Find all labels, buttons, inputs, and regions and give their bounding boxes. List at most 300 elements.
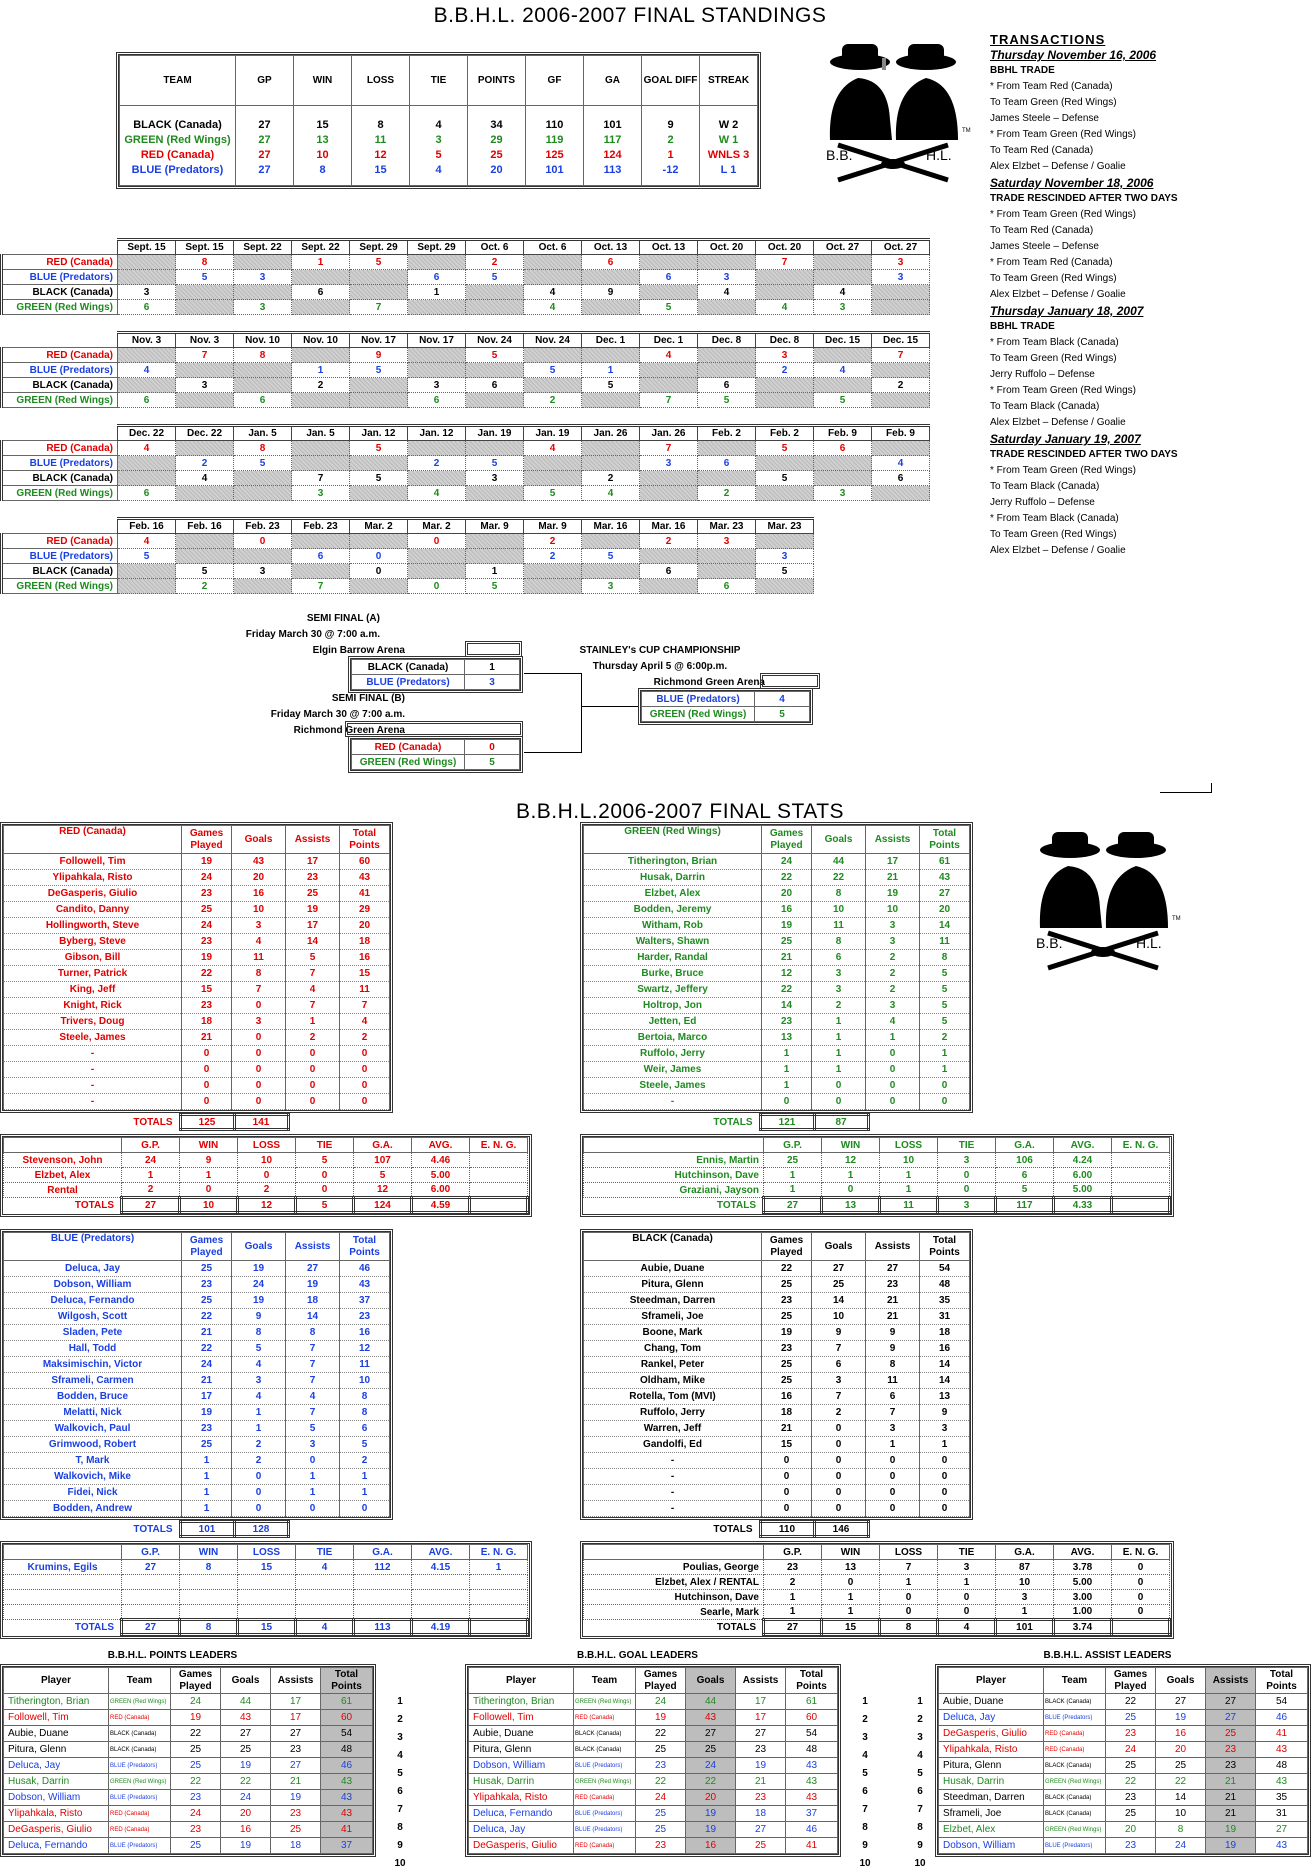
goalie-total: 12 [238,1198,296,1213]
player-stat: Steele, James [4,1030,182,1046]
goalie-stat [412,1605,470,1620]
match-score: 5 [465,755,520,770]
player-stat: 7 [812,1389,866,1405]
goalie-stat [122,1575,180,1590]
schedule-block [0,238,930,315]
team-header: BLUE (Predators) [4,1233,182,1261]
stats-header: Games Played [762,826,812,854]
player-stat: - [584,1485,762,1501]
totals-assists: 141 [234,1115,288,1130]
schedule-score: 5 [234,456,292,471]
player-stat: 4 [866,1014,920,1030]
leader-stat: 43 [686,1710,736,1726]
schedule-date: Feb. 2 [698,426,756,441]
leader-stat: 25 [171,1838,221,1854]
player-stat: 27 [920,886,970,902]
stats-header: Assists [866,826,920,854]
standings-cell: GREEN (Red Wings) [120,133,236,148]
spacer-cell [468,106,526,118]
goalie-stat: 2 [122,1183,180,1198]
player-stat: 43 [920,870,970,886]
leader-stat: 23 [636,1758,686,1774]
schedule-score [176,285,234,300]
schedule-score [408,300,466,315]
player-stat: Chang, Tom [584,1341,762,1357]
player-row [584,1309,970,1325]
schedule-date: Dec. 8 [756,333,814,348]
schedule-date: Mar. 9 [466,519,524,534]
player-stat: 8 [920,950,970,966]
goalie-stat: 23 [764,1560,822,1575]
schedule-team-row [2,549,814,564]
schedule-date: Nov. 17 [350,333,408,348]
schedule-score [698,363,756,378]
match-row [352,740,520,755]
player-stat: Grimwood, Robert [4,1437,182,1453]
player-stat: 5 [286,1421,340,1437]
player-row [4,886,390,902]
leader-stat: 19 [1206,1822,1256,1838]
goalie-stat: 4 [296,1560,354,1575]
match-score: 4 [755,692,810,707]
leaders-header: Player [469,1668,574,1694]
player-row [584,950,970,966]
standings-cell: 12 [352,148,410,163]
player-stat: - [4,1094,182,1110]
transaction-line: * From Team Green (Red Wings) [990,129,1136,140]
player-stat: 0 [920,1501,970,1517]
leader-row [4,1742,373,1758]
schedule-team-row [2,255,930,270]
spacer-cell [700,106,758,118]
totals-label: TOTALS [133,1523,173,1535]
goalie-stat: 25 [764,1153,822,1168]
schedule-score: 4 [814,363,872,378]
goalie-header: G.A. [996,1138,1054,1153]
player-stat: 25 [182,1261,232,1277]
schedule-team-row [2,363,930,378]
leader-rank: 3 [862,1732,868,1743]
schedule-date: Jan. 26 [640,426,698,441]
standings-cell: WNLS 3 [700,148,758,163]
player-stat: 1 [340,1469,390,1485]
leaders-header: Assists [271,1668,321,1694]
player-stat: 14 [920,1373,970,1389]
standings-header: GOAL DIFF [642,56,700,106]
player-row [4,1293,390,1309]
leader-player: Followell, Tim [4,1710,109,1726]
leader-rank: 7 [917,1804,923,1815]
goalie-stat: 9 [180,1153,238,1168]
goalie-header: WIN [822,1545,880,1560]
player-stat: 22 [182,1341,232,1357]
leader-stat: 17 [736,1694,786,1710]
player-stat: 2 [286,1030,340,1046]
goalie-header-row [4,1545,528,1560]
transaction-line: * From Team Green (Red Wings) [990,385,1136,396]
stats-header-row [4,1233,390,1261]
leader-stat: 24 [171,1806,221,1822]
player-stat: Burke, Bruce [584,966,762,982]
schedule-date: Dec. 22 [176,426,234,441]
leader-stat: 24 [636,1694,686,1710]
player-stat: 2 [812,1405,866,1421]
goalie-stat: Poulias, George [584,1560,764,1575]
player-row [4,854,390,870]
leader-rank: 10 [859,1858,871,1869]
player-stat: 0 [232,1501,286,1517]
standings-cell: 4 [410,163,468,178]
leader-stat: 14 [1156,1790,1206,1806]
transaction-line: Jerry Ruffolo – Defense [990,497,1095,508]
schedule-date: Sept. 22 [234,240,292,255]
leader-stat: 27 [1256,1822,1308,1838]
schedule-team-name: BLUE (Predators) [2,363,118,378]
player-stat: 1 [812,1030,866,1046]
schedule-score: 4 [118,441,176,456]
leader-team: GREEN (Red Wings) [1044,1822,1106,1838]
leader-team: BLACK (Canada) [1044,1694,1106,1710]
leaders-header: Games Played [171,1668,221,1694]
spacer-cell [294,178,352,186]
goalie-total: 11 [880,1198,938,1213]
goalie-total [1112,1620,1170,1635]
goalie-total: 15 [238,1620,296,1635]
logo-left-text: B.B. [826,147,853,163]
goalie-total [1112,1198,1170,1213]
red-goalies-table [0,1134,532,1217]
player-stat: Aubie, Duane [584,1261,762,1277]
goalie-stat: 3 [938,1153,996,1168]
schedule-team-name: BLUE (Predators) [2,270,118,285]
goalie-stat: 5.00 [1054,1183,1112,1198]
player-stat: 0 [232,1469,286,1485]
schedule-team-row [2,534,814,549]
goalie-stat [470,1183,528,1198]
player-stat: 25 [182,1293,232,1309]
player-stat: King, Jeff [4,982,182,998]
player-row [4,1469,390,1485]
totals-assists: 87 [814,1115,868,1130]
leader-team: RED (Canada) [109,1806,171,1822]
player-stat: 10 [866,902,920,918]
schedule-team-row [2,348,930,363]
leader-rank: 2 [917,1714,923,1725]
player-stat: 19 [286,902,340,918]
leaders-header: Goals [1156,1668,1206,1694]
player-stat: 23 [762,1341,812,1357]
player-stat: Trivers, Doug [4,1014,182,1030]
player-stat: 0 [340,1078,390,1094]
goalie-stat: 2 [238,1183,296,1198]
schedule-score: 2 [582,471,640,486]
totals-assists: 146 [814,1522,868,1537]
spacer-cell [700,178,758,186]
leader-stat: 25 [221,1742,271,1758]
schedule-score [118,348,176,363]
totals-row [580,1520,880,1538]
player-stat: 5 [340,1437,390,1453]
leader-stat: 27 [221,1726,271,1742]
schedule-score [524,270,582,285]
bbhl-logo-icon [808,40,978,185]
player-stat: 19 [232,1261,286,1277]
schedule-date: Feb. 2 [756,426,814,441]
player-stat: 8 [232,1325,286,1341]
player-row [584,998,970,1014]
player-stat: 23 [762,1014,812,1030]
goalie-stat [4,1575,122,1590]
standings-cell: 29 [468,133,526,148]
player-row [584,902,970,918]
goalie-row [584,1590,1170,1605]
spacer-cell [526,178,584,186]
player-stat: 0 [762,1094,812,1110]
player-stat: 24 [182,1357,232,1373]
schedule-score: 6 [292,549,350,564]
player-stat: 19 [182,950,232,966]
schedule-date: Oct. 20 [698,240,756,255]
leader-team: RED (Canada) [574,1838,636,1854]
schedule-score: 7 [292,471,350,486]
schedule-date: Feb. 9 [872,426,930,441]
standings-cell: 8 [352,118,410,133]
goalie-stat: 1 [470,1560,528,1575]
green-goalies-table [580,1134,1174,1217]
player-stat: Dobson, William [4,1277,182,1293]
player-row [584,1078,970,1094]
player-stat: 25 [762,934,812,950]
standings-cell: 101 [584,118,642,133]
match-row [352,660,520,675]
goalie-stat: 4.24 [1054,1153,1112,1168]
standings-cell: 13 [294,133,352,148]
player-stat: 0 [340,1062,390,1078]
goalie-stat: 1.00 [1054,1605,1112,1620]
leader-row [469,1710,838,1726]
player-stat: 3 [232,918,286,934]
player-stat: 0 [286,1078,340,1094]
schedule-score: 6 [640,270,698,285]
standings-cell: 27 [236,163,294,178]
player-stat: 2 [920,1030,970,1046]
goalie-stat: 2 [764,1575,822,1590]
player-stat: Weir, James [584,1062,762,1078]
player-row [584,1293,970,1309]
schedule-score [524,348,582,363]
schedule-score [872,441,930,456]
schedule-score [524,579,582,594]
stats-header-row [584,1233,970,1261]
match-team: RED (Canada) [352,740,465,755]
player-row [4,1014,390,1030]
schedule-score [582,534,640,549]
standings-cell: W 2 [700,118,758,133]
player-stat: 7 [812,1341,866,1357]
player-stat: 2 [866,950,920,966]
leader-stat: 18 [271,1838,321,1854]
leader-rank: 5 [862,1768,868,1779]
goalie-stat: Elzbet, Alex / RENTAL [584,1575,764,1590]
player-stat: 21 [762,1421,812,1437]
leader-stat: 21 [271,1774,321,1790]
player-row [4,870,390,886]
player-stat: 3 [866,998,920,1014]
standings-header: GF [526,56,584,106]
player-stat: Hollingworth, Steve [4,918,182,934]
schedule-score [118,255,176,270]
goalie-stat [180,1590,238,1605]
schedule-score: 3 [234,270,292,285]
stats-title: B.B.H.L.2006-2007 FINAL STATS [515,800,845,823]
player-stat: 13 [762,1030,812,1046]
schedule-score [350,534,408,549]
schedule-score: 2 [640,534,698,549]
goalie-stat [296,1575,354,1590]
player-stat: 21 [182,1325,232,1341]
player-row [4,1277,390,1293]
goalie-stat: 0 [1112,1590,1170,1605]
player-row [584,886,970,902]
goalie-stat [470,1575,528,1590]
stats-header: Total Points [920,826,970,854]
schedule-score: 3 [814,300,872,315]
leader-stat: 48 [321,1742,373,1758]
bracket-box [760,673,820,689]
final-match [638,688,813,725]
schedule-team-name: GREEN (Red Wings) [2,579,118,594]
leader-stat: 46 [786,1822,838,1838]
player-stat: 0 [286,1046,340,1062]
player-row [584,1341,970,1357]
schedule-score [466,300,524,315]
player-stat: 0 [920,1094,970,1110]
schedule-score [466,534,524,549]
leaders-header: Goals [686,1668,736,1694]
schedule-date: Nov. 10 [234,333,292,348]
schedule-date: Oct. 27 [872,240,930,255]
match-row [642,707,810,722]
goalie-totals-row [4,1198,528,1213]
player-stat: 1 [762,1062,812,1078]
schedule-date: Dec. 15 [872,333,930,348]
blank-cell [4,1545,122,1560]
schedule-team-name: BLACK (Canada) [2,471,118,486]
leader-player: Pitura, Glenn [4,1742,109,1758]
schedule-score: 6 [698,579,756,594]
schedule-score [176,441,234,456]
schedule-score [234,255,292,270]
leader-stat: 25 [171,1758,221,1774]
goalie-stat: 1 [764,1590,822,1605]
player-stat: Ruffolo, Jerry [584,1046,762,1062]
player-stat: DeGasperis, Giulio [4,886,182,902]
transaction-date: Thursday January 18, 2007 [990,304,1144,318]
goalie-stat: 3.78 [1054,1560,1112,1575]
player-stat: 0 [762,1469,812,1485]
player-stat: 19 [232,1293,286,1309]
match-team: BLACK (Canada) [352,660,465,675]
schedule-score: 4 [524,441,582,456]
goalie-stat: 4.46 [412,1153,470,1168]
leader-stat: 22 [171,1774,221,1790]
schedule-score: 4 [698,285,756,300]
leader-row [4,1726,373,1742]
leader-rank: 3 [397,1732,403,1743]
leader-stat: 17 [271,1694,321,1710]
leader-stat: 27 [736,1822,786,1838]
player-stat: 2 [866,966,920,982]
player-stat: 5 [920,1014,970,1030]
transaction-line: Alex Elzbet – Defense / Goalie [990,289,1126,300]
leader-player: Titherington, Brian [4,1694,109,1710]
player-stat: 1 [182,1485,232,1501]
schedule-score: 3 [118,285,176,300]
schedule-score: 5 [756,564,814,579]
player-stat: 1 [182,1469,232,1485]
player-row [4,1437,390,1453]
goalie-stat: 1 [764,1183,822,1198]
goalie-stat: 4.15 [412,1560,470,1575]
goalie-total: 3 [938,1198,996,1213]
player-stat: 21 [866,1293,920,1309]
player-stat: 6 [866,1389,920,1405]
schedule-score [466,363,524,378]
leader-row [939,1710,1308,1726]
match-score: 0 [465,740,520,755]
player-stat: 9 [866,1325,920,1341]
player-stat: 19 [762,1325,812,1341]
leader-stat: 16 [1156,1726,1206,1742]
standings-table [116,52,761,189]
player-stat: Fidei, Nick [4,1485,182,1501]
player-stat: Holtrop, Jon [584,998,762,1014]
player-stat: 1 [232,1421,286,1437]
leader-stat: 27 [1206,1710,1256,1726]
leader-team: RED (Canada) [574,1710,636,1726]
schedule-score [524,255,582,270]
player-stat: 19 [286,1277,340,1293]
leader-stat: 23 [171,1790,221,1806]
leader-rank: 2 [862,1714,868,1725]
player-stat: 8 [812,886,866,902]
leader-player: Sframeli, Joe [939,1806,1044,1822]
player-row [4,1357,390,1373]
player-row [4,966,390,982]
schedule-score: 0 [350,549,408,564]
schedule-score [814,255,872,270]
standings-cell: 124 [584,148,642,163]
schedule-score [698,255,756,270]
schedule-score: 3 [640,456,698,471]
player-stat: Ruffolo, Jerry [584,1405,762,1421]
player-stat: 0 [182,1046,232,1062]
player-stat: 6 [812,1357,866,1373]
schedule-score: 6 [582,255,640,270]
leader-stat: 48 [1256,1758,1308,1774]
standings-cell: BLACK (Canada) [120,118,236,133]
leader-stat: 22 [1106,1694,1156,1710]
transaction-line: To Team Green (Red Wings) [990,353,1117,364]
player-stat: 3 [866,934,920,950]
schedule-score: 4 [582,486,640,501]
player-row [584,966,970,982]
player-stat: 1 [866,1437,920,1453]
leader-stat: 25 [271,1822,321,1838]
player-stat: 0 [232,1062,286,1078]
schedule-score: 0 [408,579,466,594]
player-stat: 5 [920,966,970,982]
